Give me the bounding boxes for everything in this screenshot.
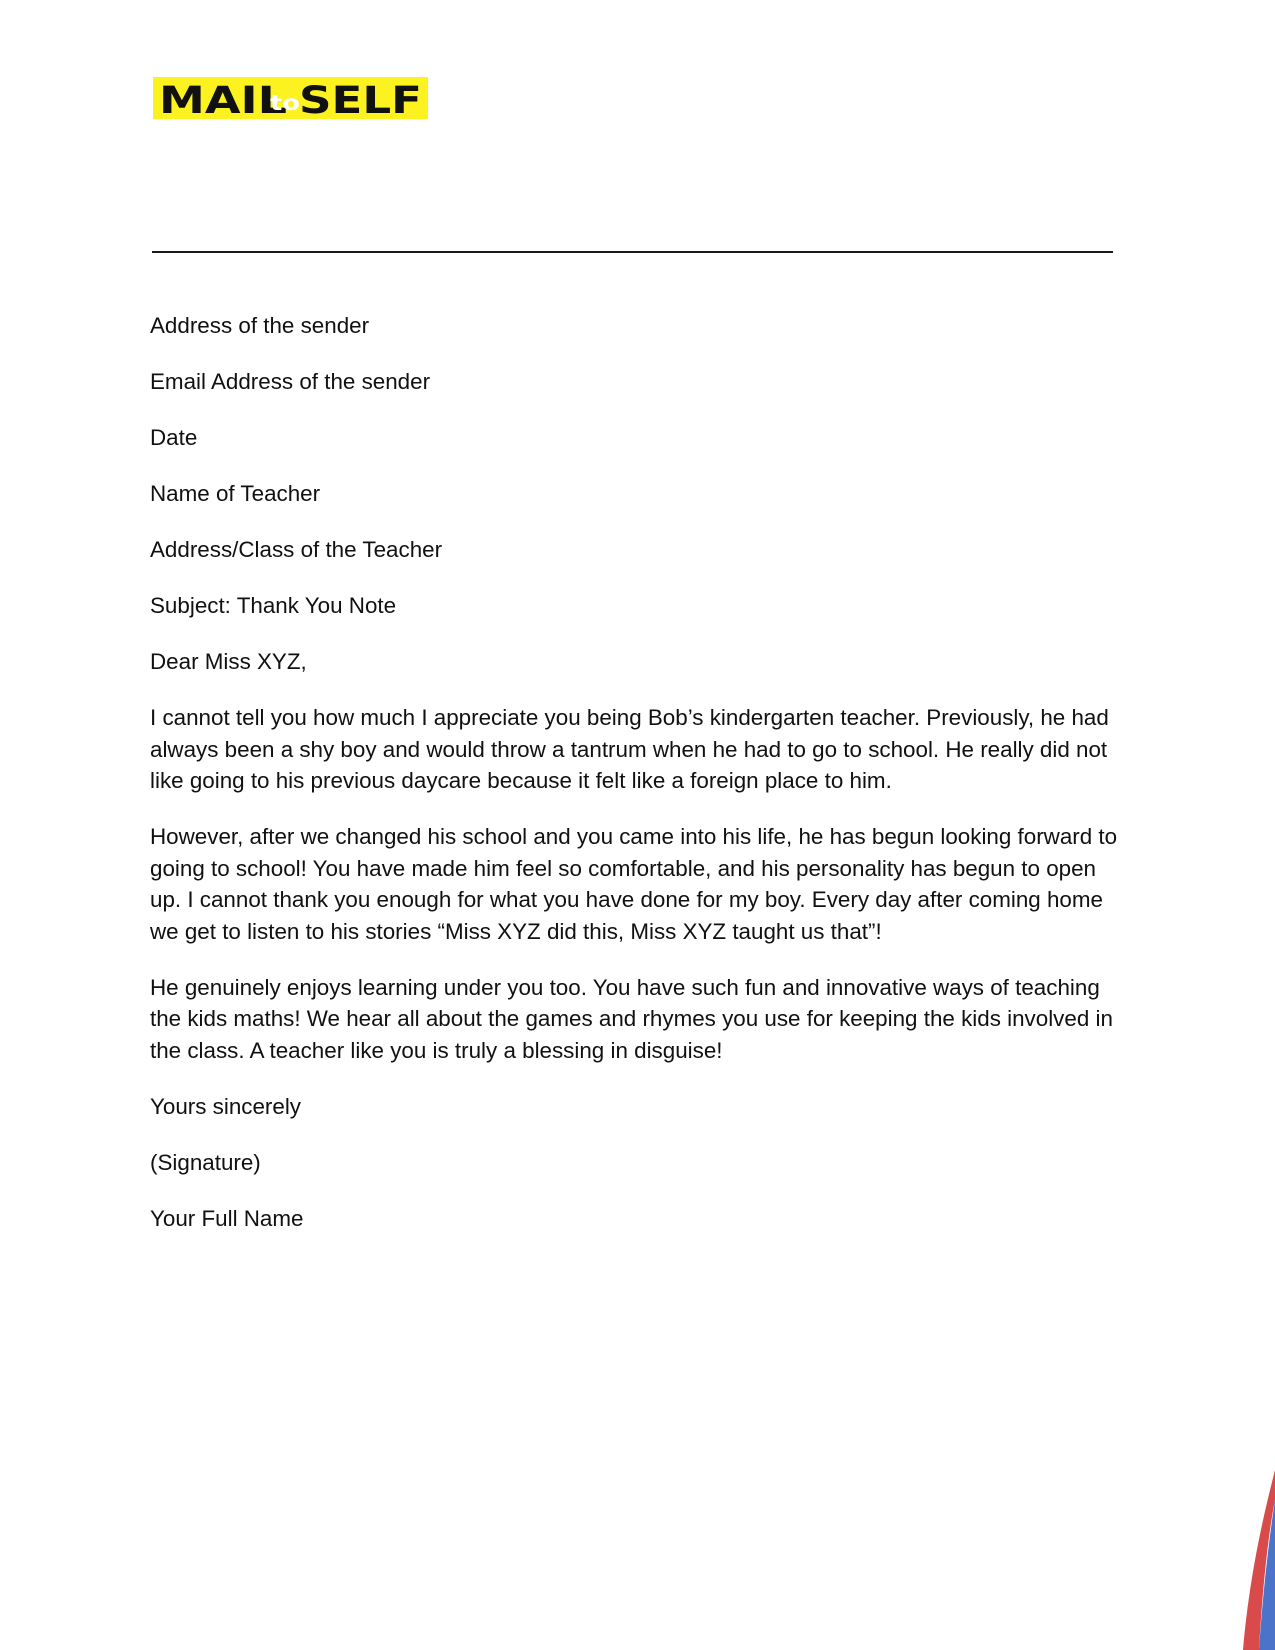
- logo-text-right: SELF: [299, 79, 422, 119]
- body-paragraph-1: I cannot tell you how much I appreciate you being Bob’s kindergarten teacher. Previously, he had always been a shy boy and would throw a tantrum when he had to go to school. He really did not like going to his previous daycare because it felt like a foreign place to him.: [150, 705, 1109, 793]
- sender-email: Email Address of the sender: [150, 369, 431, 394]
- body-paragraph-3: He genuinely enjoys learning under you too. You have such fun and innovative ways of teaching the kids maths! We hear all about the games and rhymes you use for keeping the kids involved in the class. A teacher like you is truly a blessing in disguise!: [150, 974, 1113, 1063]
- closing: Yours sincerely: [150, 1093, 302, 1119]
- letter-body: [150, 310, 1130, 1259]
- teacher-address: Address/Class of the Teacher: [150, 537, 443, 562]
- logo-text-left: MAIL: [159, 79, 287, 119]
- signature: (Signature): [150, 1149, 261, 1175]
- teacher-name: Name of Teacher: [150, 481, 321, 506]
- sender-address: Address of the sender: [150, 313, 370, 338]
- full-name: Your Full Name: [150, 1205, 304, 1231]
- letter-subject: Subject: Thank You Note: [150, 593, 397, 618]
- logo-text-mid: to: [270, 91, 300, 115]
- salutation: Dear Miss XYZ,: [150, 649, 307, 674]
- body-paragraph-2: However, after we changed his school and you came into his life, he has begun looking forward to going to school! You have made him feel so comfortable, and his personality has begun to open up. I cannot thank you enough for what you have done for my boy. Every day after coming home we get to listen to his stories “Miss XYZ did this, Miss XYZ taught us that”!: [150, 824, 1118, 944]
- header-divider: [152, 251, 1113, 253]
- mailtoself-logo: [153, 77, 428, 119]
- corner-decoration: [1215, 1470, 1275, 1650]
- letter-date: Date: [150, 425, 198, 450]
